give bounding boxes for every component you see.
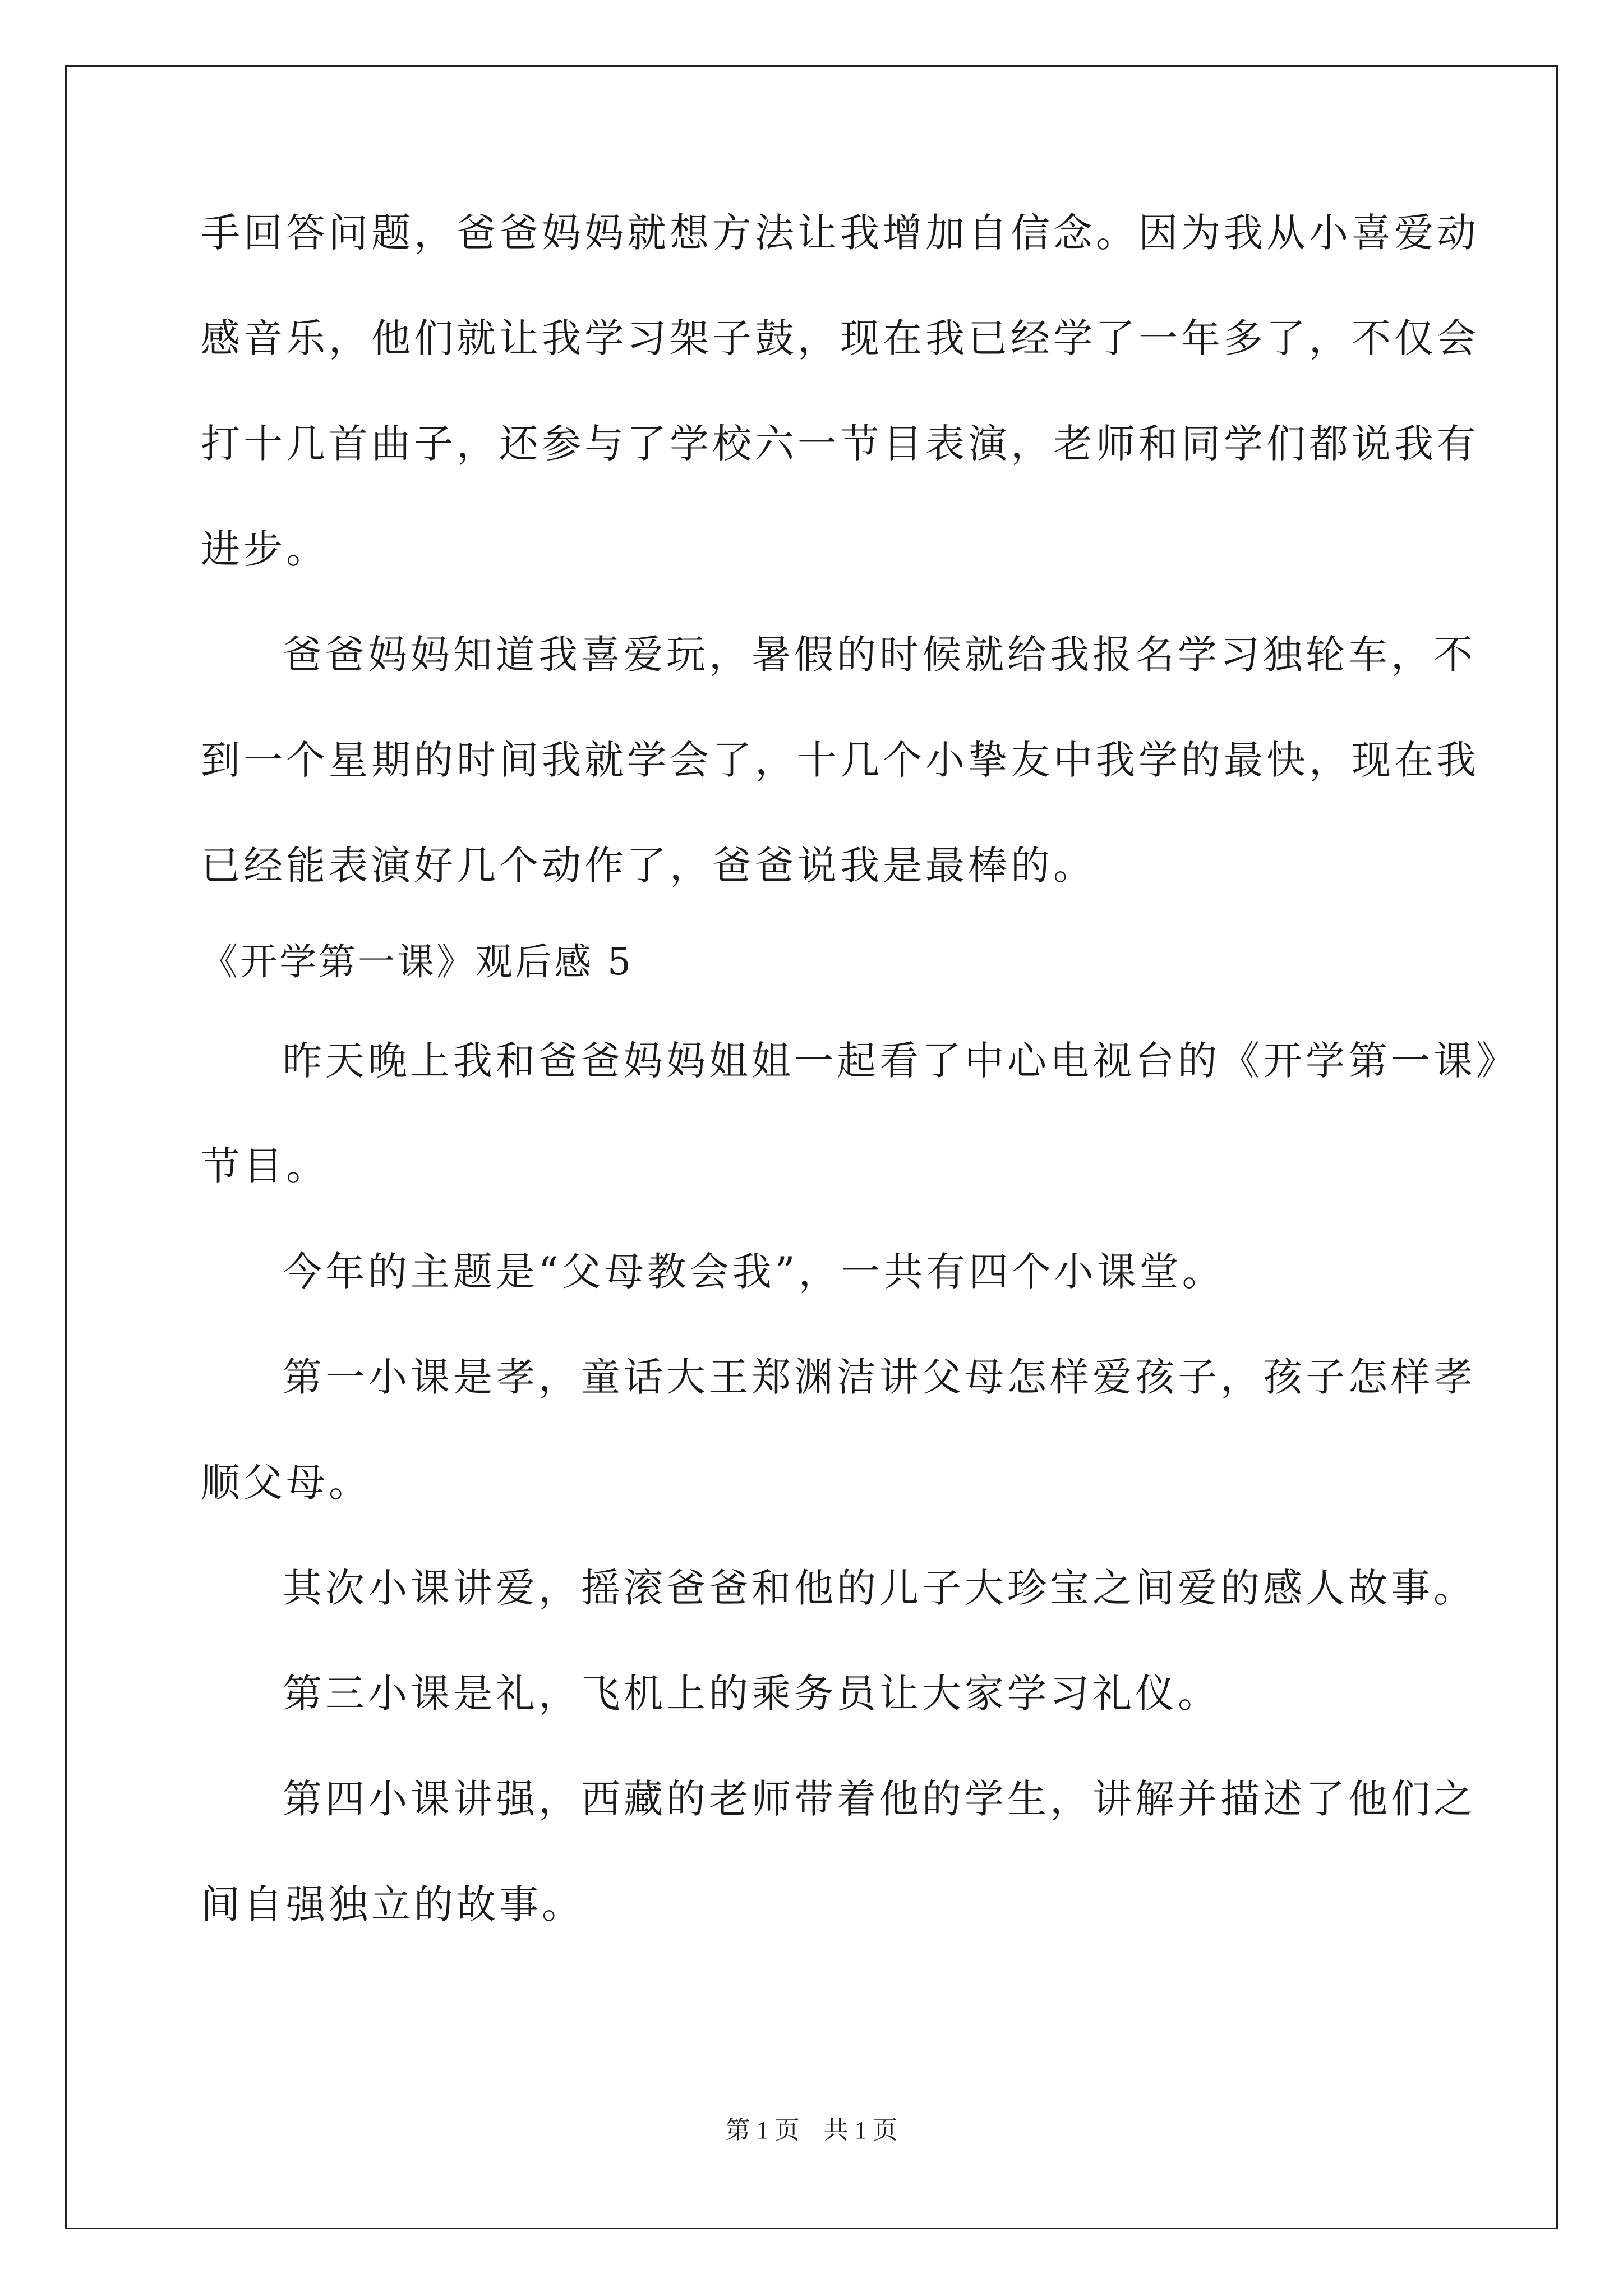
body-line: 第三小课是礼，飞机上的乘务员让大家学习礼仪。 [283, 1671, 1220, 1717]
body-line: 第四小课讲强，西藏的老师带着他的学生，讲解并描述了他们之 [283, 1776, 1476, 1822]
body-line: 到一个星期的时间我就学会了，十几个小挚友中我学的最快，现在我 [201, 737, 1479, 783]
body-line: 昨天晚上我和爸爸妈妈姐姐一起看了中心电视台的《开学第一课》 [283, 1038, 1519, 1084]
body-line: 间自强独立的故事。 [201, 1881, 584, 1927]
section-heading: 《开学第一课》观后感 5 [201, 940, 633, 983]
body-line: 第一小课是孝，童话大王郑渊洁讲父母怎样爱孩子，孩子怎样孝 [283, 1354, 1476, 1400]
body-line: 已经能表演好几个动作了，爸爸说我是最棒的。 [201, 843, 1096, 889]
body-line: 爸爸妈妈知道我喜爱玩，暑假的时候就给我报名学习独轮车，不 [283, 632, 1476, 678]
body-line: 手回答问题，爸爸妈妈就想方法让我增加自信念。因为我从小喜爱动 [201, 210, 1479, 256]
page-number: 第 1 页 [725, 2116, 800, 2144]
body-line: 今年的主题是“父母教会我”，一共有四个小课堂。 [283, 1249, 1225, 1295]
body-line: 顺父母。 [201, 1460, 371, 1506]
page-footer [0, 2115, 1623, 2146]
page-total: 共 1 页 [823, 2116, 898, 2144]
body-line: 感音乐，他们就让我学习架子鼓，现在我已经学了一年多了，不仅会 [201, 315, 1479, 361]
body-line: 进步。 [201, 526, 329, 572]
body-line: 节目。 [201, 1143, 329, 1189]
body-line: 打十几首曲子，还参与了学校六一节目表演，老师和同学们都说我有 [201, 421, 1479, 467]
body-line: 其次小课讲爱，摇滚爸爸和他的儿子大珍宝之间爱的感人故事。 [283, 1565, 1476, 1611]
